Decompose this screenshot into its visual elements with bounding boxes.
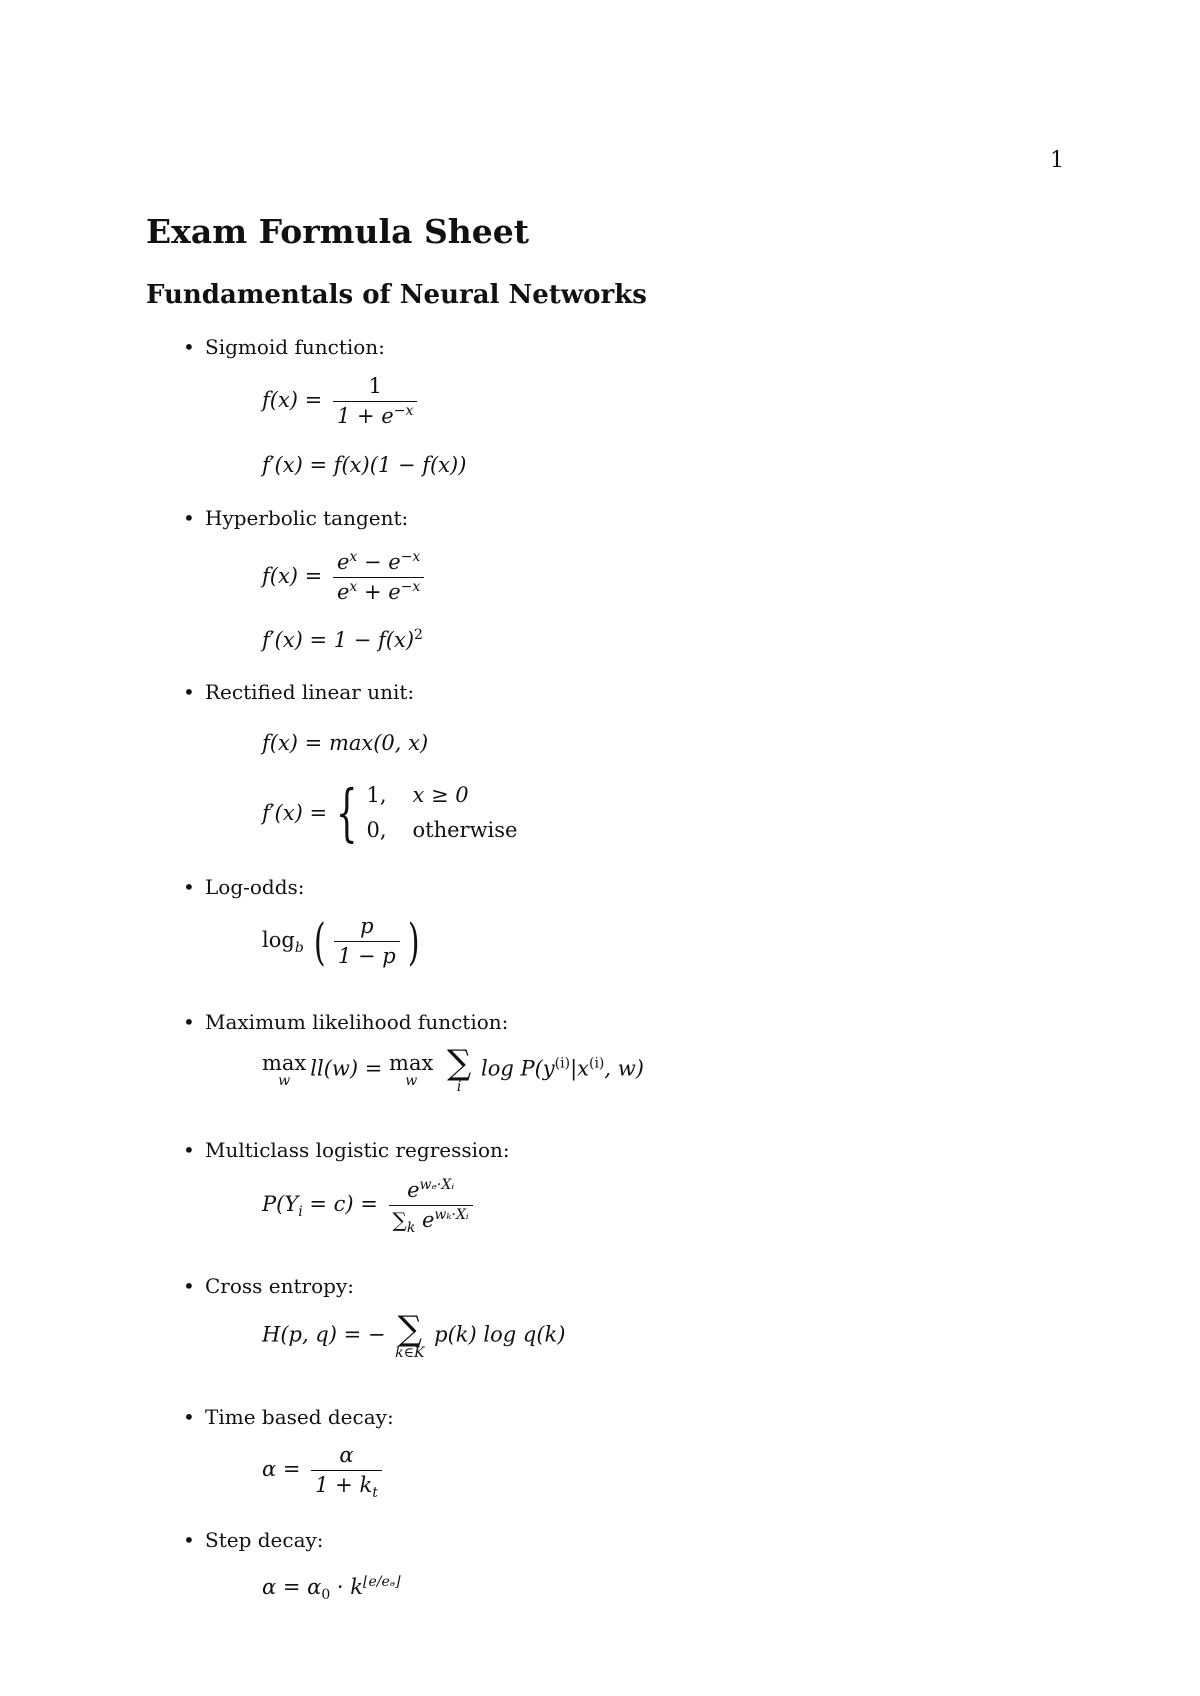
bullet-icon: • <box>183 680 195 704</box>
item-label: Log-odds: <box>205 875 305 899</box>
item-label: Cross entropy: <box>205 1274 354 1298</box>
bullet-icon: • <box>183 1274 195 1298</box>
list-item <box>183 1138 510 1162</box>
item-label: Step decay: <box>205 1528 324 1552</box>
item-label: Sigmoid function: <box>205 335 385 359</box>
bullet-icon: • <box>183 875 195 899</box>
bullet-icon: • <box>183 1010 195 1034</box>
relu-derivative: f′(x) = { 1, x ≥ 0 0, otherwise <box>262 776 518 849</box>
time-decay-formula: α = $\frac{\alpha}{1 + k_t}$ <box>262 1445 386 1496</box>
list-item <box>183 1528 324 1552</box>
document-title: Exam Formula Sheet <box>146 212 530 251</box>
item-label: Time based decay: <box>205 1405 394 1429</box>
logodds-formula: $\log_b$ ( $\frac{p}{1 - p}$ ) <box>262 912 420 971</box>
list-item <box>183 1405 394 1429</box>
bullet-icon: • <box>183 506 195 530</box>
sigmoid-formula: f(x) = $\frac{1}{1 + e^{-x}}$ <box>262 376 421 427</box>
item-label: Multiclass logistic regression: <box>205 1138 510 1162</box>
item-label: Maximum likelihood function: <box>205 1010 509 1034</box>
item-label: Rectified linear unit: <box>205 680 415 704</box>
tanh-formula: f(x) = $\frac{e^x - e^{-x}}{e^x + e^{-x}}$ <box>262 552 428 603</box>
page-number: 1 <box>1050 148 1064 173</box>
bullet-icon: • <box>183 1405 195 1429</box>
sigmoid-derivative: f′(x) = f(x)(1 − f(x)) <box>262 453 467 477</box>
step-decay-formula: $\alpha = \alpha_0 \cdot k^{⌊e/eₔ⌋}$ <box>262 1574 401 1604</box>
item-label: Hyperbolic tangent: <box>205 506 409 530</box>
list-item <box>183 506 408 530</box>
list-item <box>183 1010 508 1034</box>
list-item <box>183 1274 354 1298</box>
list-item <box>183 680 414 704</box>
mle-formula: max w ll(w) = max w ∑ i $\log P(y^{(i)}|x^{(i)}$, w) <box>262 1043 644 1095</box>
sum-icon: ∑ <box>447 1043 472 1083</box>
list-item <box>183 875 305 899</box>
list-item <box>183 335 385 359</box>
bullet-icon: • <box>183 1528 195 1552</box>
bullet-icon: • <box>183 1138 195 1162</box>
cross-entropy-formula: H(p, q) = − ∑ k∈K p(k) log q(k) <box>262 1309 566 1361</box>
bullet-icon: • <box>183 335 195 359</box>
relu-formula: f(x) = max(0, x) <box>262 731 429 755</box>
sum-icon: ∑ <box>397 1309 422 1349</box>
left-brace-icon: { <box>335 776 358 849</box>
tanh-derivative: $f'(x) = 1 - f(x)^2$ <box>262 627 423 652</box>
section-title: Fundamentals of Neural Networks <box>146 280 647 310</box>
multiclass-formula: $P(Y_i = c)$ = $\frac{e^{w_e\cdot Xᵢ}}{\sum_k e^{w_k\cdot Xᵢ}}$ <box>262 1180 477 1231</box>
